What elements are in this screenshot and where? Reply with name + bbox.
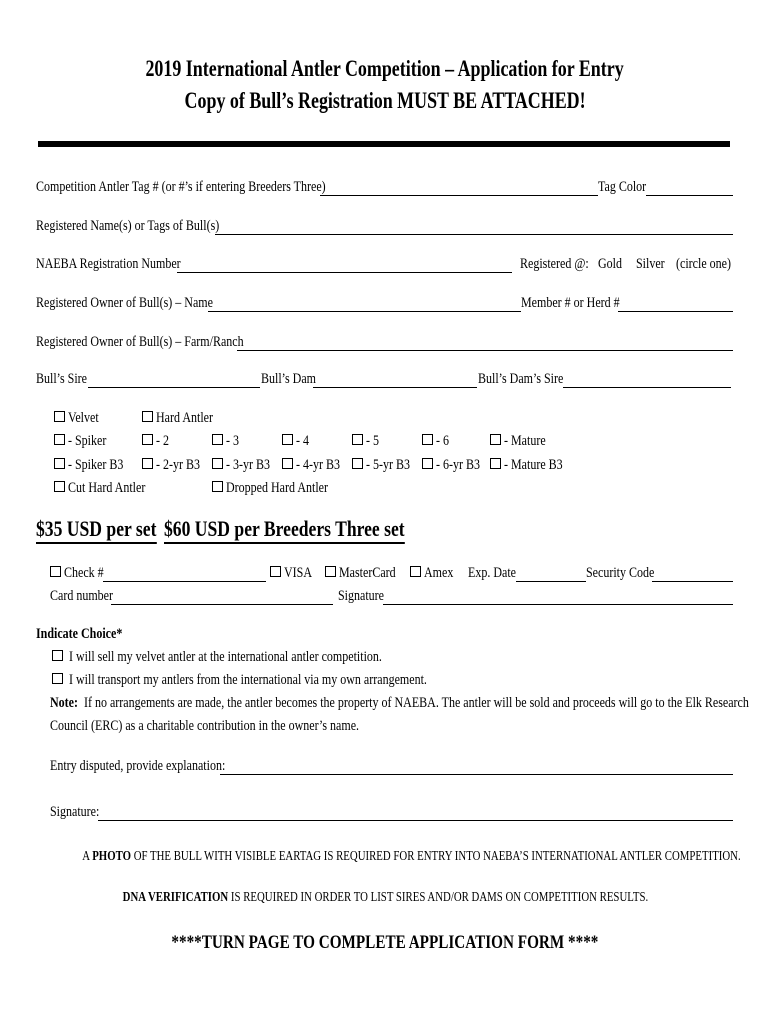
competition-tag-field[interactable]	[320, 195, 598, 196]
age-6-checkbox[interactable]: - 6	[422, 432, 452, 450]
security-code-field[interactable]	[652, 581, 733, 582]
dna-notice: DNA VERIFICATION IS REQUIRED IN ORDER TO LIST SIRES AND/OR DAMS ON COMPETITION RESULTS.	[122, 889, 648, 904]
checkbox-icon	[142, 434, 153, 445]
gold-option[interactable]: Gold	[598, 256, 622, 272]
b3-5yr-checkbox[interactable]: - 5-yr B3	[352, 456, 421, 474]
b3-mature-checkbox[interactable]: - Mature B3	[490, 456, 577, 474]
checkbox-icon	[54, 458, 65, 469]
card-signature-field[interactable]	[383, 604, 733, 605]
turn-page-notice: ****TURN PAGE TO COMPLETE APPLICATION FORM ****	[171, 932, 599, 953]
tag-color-label: Tag Color	[598, 179, 647, 195]
naeba-number-label: NAEBA Registration Number	[36, 256, 181, 272]
entry-disputed-field[interactable]	[220, 774, 733, 775]
registered-at-label: Registered @:	[520, 256, 589, 272]
registered-name-field[interactable]	[215, 234, 733, 235]
photo-notice: A PHOTO OF THE BULL WITH VISIBLE EARTAG IS REQUIRED FOR ENTRY INTO NAEBA’S INTERNATIONAL ANTLER COMPETITION.	[82, 848, 741, 863]
b3-2yr-checkbox[interactable]: - 2-yr B3	[142, 456, 211, 474]
hard-antler-checkbox[interactable]: Hard Antler	[142, 409, 227, 427]
form-subtitle: Copy of Bull’s Registration MUST BE ATTACHED!	[184, 88, 586, 113]
age-spiker-checkbox[interactable]: - Spiker	[54, 432, 116, 450]
checkbox-icon	[54, 481, 65, 492]
owner-farm-field[interactable]	[237, 350, 733, 351]
transport-antlers-option[interactable]: I will transport my antlers from the international via my own arrangement.	[52, 671, 516, 689]
note-text-continued: Council (ERC) as a charitable contribution in the owner’s name.	[50, 718, 360, 734]
final-signature-field[interactable]	[98, 820, 733, 821]
cut-hard-antler-checkbox[interactable]: Cut Hard Antler	[54, 479, 165, 497]
b3-spiker-checkbox[interactable]: - Spiker B3	[54, 456, 137, 474]
mastercard-checkbox[interactable]: MasterCard	[325, 564, 410, 582]
bulls-dam-field[interactable]	[313, 387, 477, 388]
entry-disputed-label: Entry disputed, provide explanation:	[50, 758, 226, 774]
exp-date-field[interactable]	[516, 581, 586, 582]
bulls-dams-sire-field[interactable]	[563, 387, 731, 388]
tag-color-field[interactable]	[646, 195, 733, 196]
sell-velvet-option[interactable]: I will sell my velvet antler at the international antler competition.	[52, 648, 460, 666]
naeba-number-field[interactable]	[177, 272, 512, 273]
checkbox-icon	[142, 458, 153, 469]
note-label: Note:	[50, 695, 78, 711]
checkbox-icon	[212, 434, 223, 445]
registered-name-label: Registered Name(s) or Tags of Bull(s)	[36, 218, 220, 234]
competition-tag-label: Competition Antler Tag # (or #’s if entering Breeders Three)	[36, 179, 326, 195]
checkbox-icon	[325, 566, 336, 577]
checkbox-icon	[490, 458, 501, 469]
member-herd-label: Member # or Herd #	[521, 295, 620, 311]
form-title: 2019 International Antler Competition – Application for Entry	[145, 56, 625, 81]
choice-heading: Indicate Choice*	[36, 626, 123, 642]
age-5-checkbox[interactable]: - 5	[352, 432, 382, 450]
owner-name-field[interactable]	[208, 311, 521, 312]
checkbox-icon	[282, 458, 293, 469]
bulls-sire-label: Bull’s Sire	[36, 371, 88, 387]
price-per-set: $35 USD per set	[36, 516, 187, 544]
checkbox-icon	[142, 411, 153, 422]
price-breeders-three: $60 USD per Breeders Three set	[164, 516, 465, 544]
checkbox-icon	[52, 673, 63, 684]
amex-checkbox[interactable]: Amex	[410, 564, 461, 582]
bulls-sire-field[interactable]	[88, 387, 260, 388]
silver-option[interactable]: Silver	[636, 256, 665, 272]
final-signature-label: Signature:	[50, 804, 100, 820]
checkbox-icon	[52, 650, 63, 661]
heavy-divider	[38, 141, 730, 147]
security-code-label: Security Code	[586, 565, 655, 581]
checkbox-icon	[352, 458, 363, 469]
note-text: Note: If no arrangements are made, the antler becomes the property of NAEBA. The antler will be sold and proceeds will go to the Elk Research	[50, 695, 749, 711]
checkbox-icon	[54, 434, 65, 445]
checkbox-icon	[490, 434, 501, 445]
member-herd-field[interactable]	[618, 311, 733, 312]
b3-3yr-checkbox[interactable]: - 3-yr B3	[212, 456, 281, 474]
check-number-field[interactable]	[103, 581, 266, 582]
age-3-checkbox[interactable]: - 3	[212, 432, 242, 450]
checkbox-icon	[212, 481, 223, 492]
exp-date-label: Exp. Date	[468, 565, 516, 581]
bulls-dams-sire-label: Bull’s Dam’s Sire	[478, 371, 564, 387]
checkbox-icon	[352, 434, 363, 445]
b3-6yr-checkbox[interactable]: - 6-yr B3	[422, 456, 491, 474]
age-4-checkbox[interactable]: - 4	[282, 432, 312, 450]
owner-farm-label: Registered Owner of Bull(s) – Farm/Ranch	[36, 334, 244, 350]
card-signature-label: Signature	[338, 588, 384, 604]
dropped-hard-antler-checkbox[interactable]: Dropped Hard Antler	[212, 479, 353, 497]
checkbox-icon	[282, 434, 293, 445]
card-number-label: Card number	[50, 588, 113, 604]
owner-name-label: Registered Owner of Bull(s) – Name	[36, 295, 213, 311]
checkbox-icon	[212, 458, 223, 469]
circle-one-hint: (circle one)	[676, 256, 731, 272]
checkbox-icon	[422, 458, 433, 469]
velvet-checkbox[interactable]: Velvet	[54, 409, 106, 427]
bulls-dam-label: Bull’s Dam	[261, 371, 317, 387]
age-2-checkbox[interactable]: - 2	[142, 432, 172, 450]
card-number-field[interactable]	[111, 604, 333, 605]
checkbox-icon	[54, 411, 65, 422]
b3-4yr-checkbox[interactable]: - 4-yr B3	[282, 456, 351, 474]
visa-checkbox[interactable]: VISA	[270, 564, 319, 582]
checkbox-icon	[270, 566, 281, 577]
checkbox-icon	[50, 566, 61, 577]
age-mature-checkbox[interactable]: - Mature	[490, 432, 556, 450]
check-checkbox[interactable]: Check #	[50, 564, 114, 582]
checkbox-icon	[410, 566, 421, 577]
checkbox-icon	[422, 434, 433, 445]
